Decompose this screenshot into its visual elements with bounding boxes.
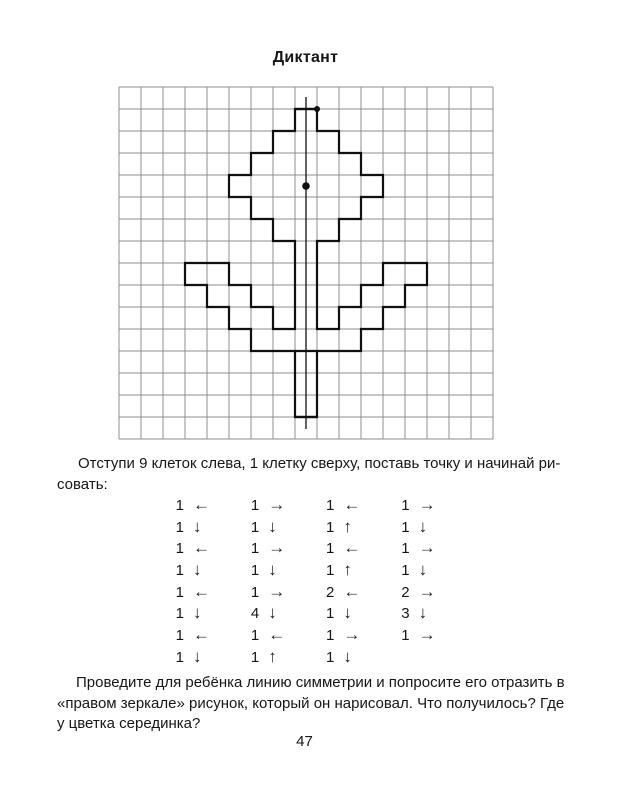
arrow-left-icon: ← xyxy=(268,625,286,645)
arrow-down-icon: ↓ xyxy=(193,560,202,580)
dictation-step xyxy=(243,648,318,666)
step-count: 1 xyxy=(326,540,335,558)
step-count: 1 xyxy=(175,497,184,514)
dictation-row xyxy=(168,539,469,561)
dictation-step xyxy=(243,518,318,536)
step-count: 3 xyxy=(401,605,410,623)
dictation-step xyxy=(394,539,469,557)
intro-line: совать: xyxy=(57,475,108,493)
dictation-step xyxy=(168,518,243,536)
step-count: 1 xyxy=(175,627,184,645)
dictation-grid-figure xyxy=(119,87,493,439)
outro-line: Проведите для ребёнка линию симметрии и попросите его отразить в xyxy=(76,674,565,691)
arrow-up-icon: ↑ xyxy=(268,646,277,666)
step-count: 1 xyxy=(326,648,335,666)
dictation-step xyxy=(168,626,243,644)
dictation-step xyxy=(394,561,469,579)
arrow-left-icon: ← xyxy=(343,495,361,514)
dictation-step xyxy=(168,561,243,579)
arrow-right-icon: → xyxy=(268,538,286,558)
dictation-step xyxy=(243,583,318,601)
arrow-right-icon: → xyxy=(418,495,436,514)
dictation-row xyxy=(168,604,469,626)
arrow-right-icon: → xyxy=(418,625,436,645)
step-count: 1 xyxy=(250,497,260,514)
step-count: 1 xyxy=(401,562,410,580)
dictation-step xyxy=(318,626,393,644)
step-count: 1 xyxy=(326,605,335,623)
arrow-left-icon: ← xyxy=(343,538,361,558)
dictation-step xyxy=(243,604,318,622)
dictation-step xyxy=(168,539,243,557)
arrow-right-icon: → xyxy=(343,625,361,645)
dictation-step xyxy=(243,626,318,644)
arrow-left-icon: ← xyxy=(193,625,210,645)
intro-line: Отступи 9 клеток слева, 1 клетку сверху, поставь точку и начинай ри- xyxy=(78,455,561,472)
dictation-step xyxy=(318,648,393,666)
figure-area xyxy=(119,87,493,439)
dictation-step xyxy=(394,496,469,514)
dictation-table xyxy=(168,496,469,670)
step-count: 1 xyxy=(401,497,410,514)
arrow-down-icon: ↓ xyxy=(193,646,202,666)
dictation-row xyxy=(168,583,469,605)
dictation-step xyxy=(394,604,469,622)
step-count: 1 xyxy=(401,518,410,536)
dictation-step xyxy=(168,496,243,514)
arrow-down-icon: ↓ xyxy=(418,560,428,580)
dictation-step xyxy=(318,583,393,601)
step-count: 1 xyxy=(250,627,260,645)
arrow-right-icon: → xyxy=(418,538,436,558)
dictation-row xyxy=(168,626,469,648)
arrow-down-icon: ↓ xyxy=(418,603,428,623)
step-count: 1 xyxy=(175,583,184,601)
dictation-step xyxy=(394,518,469,536)
dictation-step xyxy=(318,518,393,536)
dictation-step xyxy=(318,561,393,579)
dictation-row xyxy=(168,518,469,540)
arrow-left-icon: ← xyxy=(193,581,210,601)
step-count: 1 xyxy=(175,605,184,623)
step-count: 1 xyxy=(175,562,184,580)
dictation-step xyxy=(168,583,243,601)
page-title: Диктант xyxy=(272,49,339,66)
start-dot xyxy=(314,106,320,112)
step-count: 1 xyxy=(326,627,335,645)
dictation-step xyxy=(394,626,469,644)
step-count: 1 xyxy=(326,518,335,536)
dictation-row xyxy=(168,648,469,670)
step-count: 1 xyxy=(175,540,184,558)
arrow-down-icon: ↓ xyxy=(268,603,277,623)
dictation-row xyxy=(168,496,469,518)
step-count: 1 xyxy=(175,518,184,536)
step-count: 1 xyxy=(250,540,260,558)
step-count: 1 xyxy=(326,562,335,580)
arrow-right-icon: → xyxy=(268,581,286,601)
dictation-row xyxy=(168,561,469,583)
outro-paragraph xyxy=(57,673,571,735)
arrow-right-icon: → xyxy=(268,495,286,514)
step-count: 1 xyxy=(250,518,260,536)
outro-line: «правом зеркале» рисунок, который он нарисовал. Что получилось? Где xyxy=(57,694,565,712)
arrow-left-icon: ← xyxy=(343,581,361,601)
arrow-up-icon: ↑ xyxy=(343,560,352,580)
arrow-up-icon: ↑ xyxy=(343,516,352,536)
step-count: 2 xyxy=(326,583,335,601)
step-count: 1 xyxy=(326,497,335,514)
arrow-down-icon: ↓ xyxy=(193,603,202,623)
arrow-down-icon: ↓ xyxy=(268,516,277,536)
step-count: 1 xyxy=(250,583,260,601)
center-dot xyxy=(302,182,310,190)
dictation-step xyxy=(318,496,393,514)
step-count: 1 xyxy=(401,540,410,558)
dictation-step xyxy=(318,539,393,557)
page-number: 47 xyxy=(296,733,313,750)
dictation-step xyxy=(243,561,318,579)
dictation-step xyxy=(168,648,243,666)
arrow-right-icon: → xyxy=(418,581,436,601)
intro-paragraph xyxy=(57,454,565,496)
step-count: 1 xyxy=(250,562,260,580)
step-count: 1 xyxy=(401,627,410,645)
arrow-down-icon: ↓ xyxy=(268,560,277,580)
arrow-down-icon: ↓ xyxy=(193,516,202,536)
arrow-left-icon: ← xyxy=(193,495,210,514)
dictation-step xyxy=(243,496,318,514)
arrow-left-icon: ← xyxy=(193,538,210,558)
dictation-step xyxy=(318,604,393,622)
arrow-down-icon: ↓ xyxy=(343,603,352,623)
outro-line: у цветка серединка? xyxy=(57,715,201,733)
arrow-down-icon: ↓ xyxy=(343,646,352,666)
dictation-step xyxy=(394,583,469,601)
step-count: 4 xyxy=(250,605,260,623)
step-count: 1 xyxy=(175,648,184,666)
step-count: 1 xyxy=(250,648,260,666)
step-count: 2 xyxy=(401,583,410,601)
dictation-step xyxy=(243,539,318,557)
dictation-step xyxy=(168,604,243,622)
arrow-down-icon: ↓ xyxy=(418,516,428,536)
